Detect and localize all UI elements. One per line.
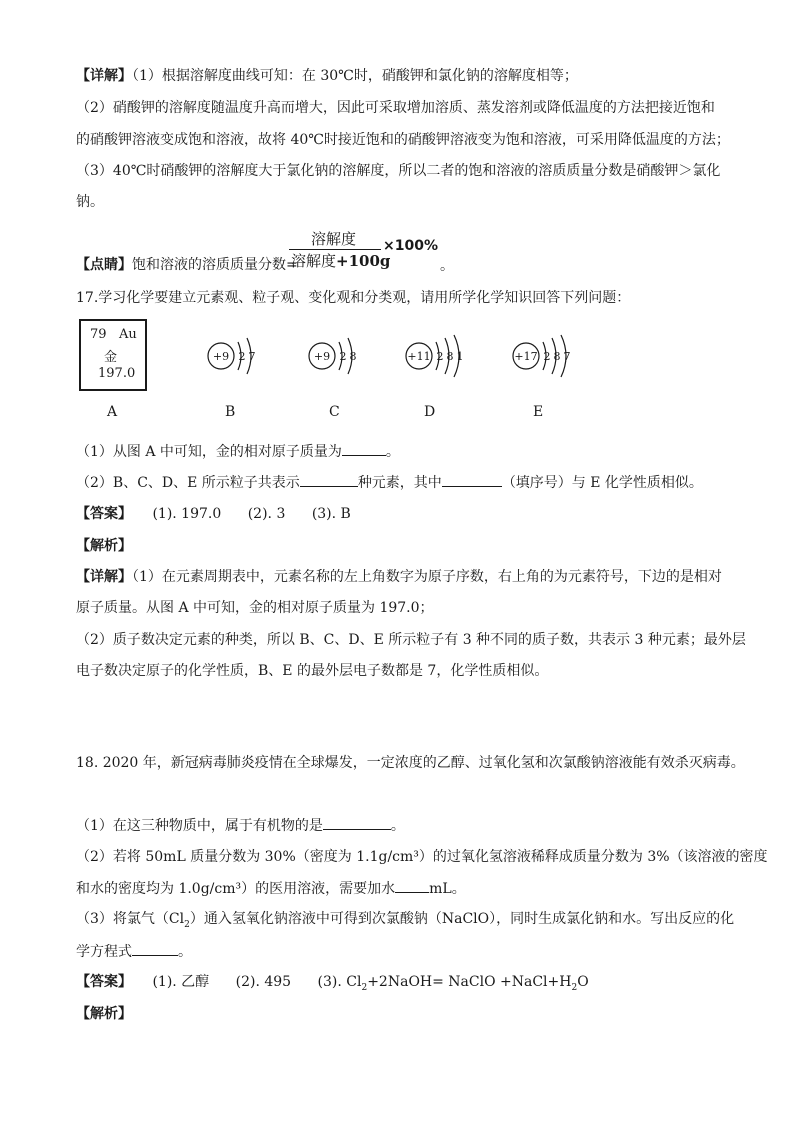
q17-detail-1-line-2: 原子质量。从图 A 中可知，金的相对原子质量为 197.0； — [76, 600, 434, 616]
label-e: E — [533, 404, 544, 420]
q16-detail-3-line-1: （3）40℃时硝酸钾的溶解度大于氯化钠的溶解度，所以二者的饱和溶液的溶质质量分数是硝酸钾＞氯化 — [76, 163, 721, 179]
answer-2: (2). 3 — [247, 506, 286, 522]
atom-d-shell-3: 1 — [456, 350, 464, 363]
answer-2: (2). 495 — [235, 974, 292, 990]
q18-question-3-line-2: 学方程式 。 — [76, 941, 192, 962]
q17-detail-2-line-1: （2）质子数决定元素的种类，所以 B、C、D、E 所示粒子有 3 种不同的质子数，共表示 3 种元素；最外层 — [76, 632, 746, 648]
q16-detail-2-line-2: 的硝酸钾溶液变成饱和溶液，故将 40℃时接近饱和的硝酸钾溶液变为饱和溶液，可采用降低温度的方法； — [76, 132, 730, 148]
atom-c-nucleus: +9 — [313, 350, 331, 363]
q18-question-1: （1）在这三种物质中，属于有机物的是 。 — [76, 815, 405, 836]
tile-name: 金 — [104, 350, 118, 365]
q17-detail-1-line-1: 【详解】（1）在元素周期表中，元素名称的左上角数字为原子序数，右上角的为元素符号，下边的是相对 — [76, 569, 722, 585]
q16-detail-3-line-2: 钠。 — [76, 194, 104, 210]
answer-tag: 【答案】 — [76, 506, 132, 522]
blank-4 — [323, 815, 391, 830]
detail-text: （1）根据溶解度曲线可知：在 30℃时，硝酸钾和氯化钠的溶解度相等； — [132, 68, 578, 84]
q18-answer — [76, 972, 589, 998]
atom-d — [406, 335, 464, 377]
atom-diagrams — [195, 330, 615, 390]
atom-b-nucleus: +9 — [212, 350, 230, 363]
answer-tag: 【答案】 — [76, 974, 132, 990]
q18-analysis-tag: 【解析】 — [76, 1006, 132, 1022]
atom-e-shell-2: 8 — [553, 350, 561, 363]
tile-atomic-number: 79 — [90, 327, 107, 342]
atom-c-shell-1: 2 — [339, 350, 347, 363]
blank-3 — [442, 472, 502, 487]
atom-e-shell-1: 2 — [543, 350, 551, 363]
atom-e-nucleus: +17 — [514, 350, 538, 363]
tip-tag: 【点睛】 — [76, 257, 132, 273]
q17-question-1: （1）从图 A 中可知，金的相对原子质量为 。 — [76, 441, 400, 462]
atom-c — [309, 338, 357, 374]
atom-c-shell-2: 8 — [349, 350, 357, 363]
tile-symbol: Au — [119, 327, 137, 342]
q17-question-2: （2）B、C、D、E 所示粒子共表示 种元素，其中 （填序号）与 E 化学性质相似。 — [76, 472, 703, 493]
label-a: A — [107, 404, 118, 420]
atom-b-shell-2: 7 — [248, 350, 256, 363]
atom-b-shell-1: 2 — [238, 350, 246, 363]
q18-question-2-line-2: 和水的密度均为 1.0g/cm³）的医用溶液，需要加水 mL。 — [76, 878, 466, 899]
blank-1 — [342, 441, 386, 456]
tip-text: 饱和溶液的溶质质量分数= — [132, 257, 298, 273]
atom-d-nucleus: +11 — [407, 350, 431, 363]
q17-detail-2-line-2: 电子数决定原子的化学性质，B、E 的最外层电子数都是 7，化学性质相似。 — [76, 663, 549, 679]
periodic-tile-gold — [79, 319, 147, 391]
atom-e — [513, 335, 571, 377]
answer-1: (1). 乙醇 — [152, 974, 210, 990]
atom-d-shell-1: 2 — [436, 350, 444, 363]
blank-5 — [395, 878, 429, 893]
tip-end: 。 — [440, 258, 454, 274]
answer-3: (3). B — [311, 506, 351, 522]
tile-mass: 197.0 — [98, 366, 136, 381]
q17-answer — [76, 504, 351, 524]
answer-3: (3). $Cl_2+2NaOH=$ NaClO $+NaCl+H_2O$ — [317, 974, 589, 993]
blank-2 — [300, 472, 358, 487]
label-b: B — [225, 404, 236, 420]
label-c: C — [329, 404, 340, 420]
q17-stem: 17.学习化学要建立元素观、粒子观、变化观和分类观，请用所学化学知识回答下列问题： — [76, 290, 631, 306]
atom-e-shell-3: 7 — [563, 350, 571, 363]
fraction-multiplier: ×100% — [383, 238, 438, 254]
atom-d-shell-2: 8 — [446, 350, 454, 363]
atom-b — [208, 338, 256, 374]
q16-detail-1 — [76, 66, 578, 86]
q16-detail-2-line-1: （2）硝酸钾的溶解度随温度升高而增大，因此可采取增加溶质、蒸发溶剂或降低温度的方法把接近饱和 — [76, 100, 715, 116]
label-d: D — [424, 404, 436, 420]
fraction-numerator: 溶解度 — [311, 230, 357, 248]
blank-6 — [132, 941, 178, 956]
fraction-denominator: 溶解度+100g — [291, 252, 391, 270]
q18-question-3-line-1: （3）将氯气$(Cl_2)$通入氢氧化钠溶液中可得到次氯酸钠（NaClO），同时生成氯化钠和水。写出反应的化 — [76, 911, 735, 930]
detail-tag: 【详解】 — [76, 68, 132, 84]
q17-analysis-tag: 【解析】 — [76, 538, 132, 554]
q18-question-2-line-1: （2）若将 50mL 质量分数为 30%（密度为 1.1g/cm³）的过氧化氢溶液稀释成质量分数为 3%（该溶液的密度 — [76, 849, 768, 865]
answer-1: (1). 197.0 — [152, 506, 222, 522]
q16-tip — [76, 255, 298, 275]
q18-stem: 18. 2020 年，新冠病毒肺炎疫情在全球爆发，一定浓度的乙醇、过氧化氢和次氯酸钠溶液能有效杀灭病毒。 — [76, 755, 745, 771]
